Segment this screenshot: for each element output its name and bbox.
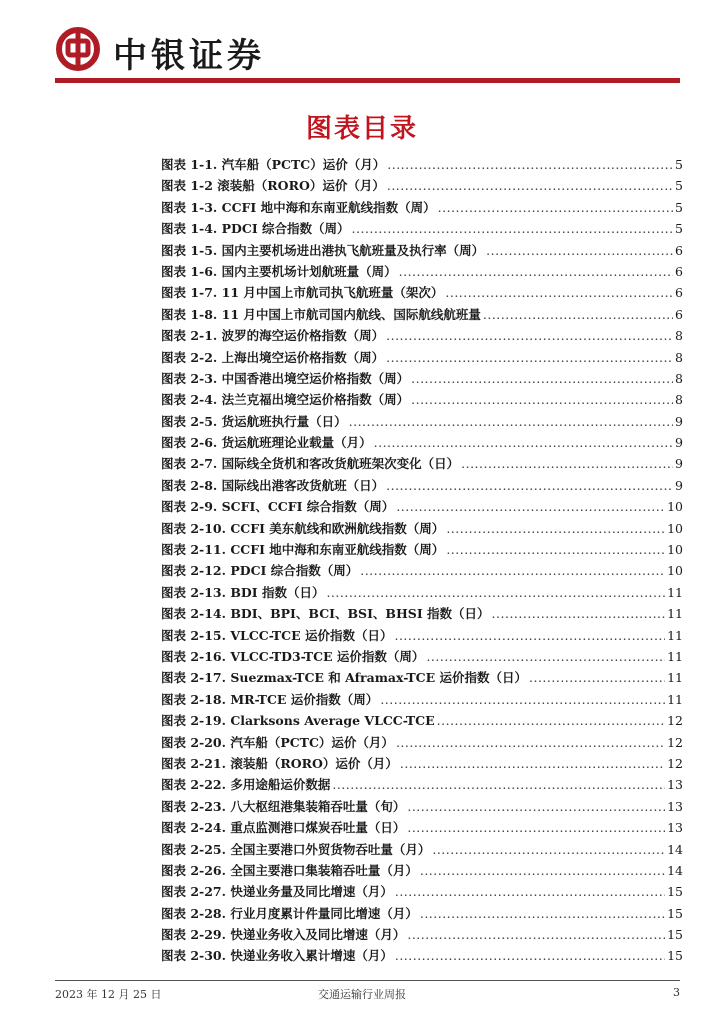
toc-entry[interactable] [161,647,683,668]
toc-entry[interactable] [161,711,683,732]
toc-entry-page: 5 [675,178,683,194]
toc-dot-leader [445,285,673,300]
toc-entry[interactable] [161,176,683,197]
toc-entry-label: 图表 2-29. 快递业务收入及同比增速（月） [161,927,406,943]
toc-entry-page: 10 [667,499,683,515]
toc-dot-leader [438,200,673,215]
toc-entry[interactable] [161,476,683,497]
toc-dot-leader [486,243,673,258]
toc-entry-page: 8 [675,370,683,386]
toc-entry[interactable] [161,155,683,176]
footer-page-number: 3 [673,986,680,999]
toc-entry-label: 图表 2-30. 快递业务收入累计增速（月） [161,948,393,964]
toc-entry-page: 9 [675,413,683,429]
toc-entry-page: 15 [667,884,683,900]
toc-entry-page: 12 [667,713,683,729]
toc-dot-leader [387,157,673,172]
toc-entry-page: 11 [667,648,683,664]
header-divider [55,78,680,83]
toc-dot-leader [399,264,673,279]
toc-entry-label: 图表 2-15. VLCC-TCE 运价指数（日） [161,627,393,643]
toc-entry-page: 11 [667,627,683,643]
toc-dot-leader [349,414,673,429]
toc-entry-page: 15 [667,948,683,964]
toc-entry-label: 图表 2-25. 全国主要港口外贸货物吞吐量（月） [161,841,431,857]
toc-dot-leader [396,735,665,750]
toc-entry-label: 图表 2-13. BDI 指数（日） [161,584,325,600]
toc-entry-page: 15 [667,905,683,921]
toc-entry-page: 13 [667,798,683,814]
toc-dot-leader [426,649,665,664]
toc-dot-leader [386,478,673,493]
toc-dot-leader [420,863,665,878]
toc-entry-page: 10 [667,563,683,579]
toc-entry-label: 图表 2-1. 波罗的海空运价格指数（周） [161,328,385,344]
toc-entry[interactable] [161,733,683,754]
toc-entry[interactable] [161,433,683,454]
header [55,22,680,82]
toc-entry-label: 图表 1-4. PDCI 综合指数（周） [161,221,350,237]
toc-entry[interactable] [161,861,683,882]
toc-entry-page: 5 [675,157,683,172]
toc-dot-leader [395,884,665,899]
toc-entry[interactable] [161,219,683,240]
toc-entry-label: 图表 2-16. VLCC-TD3-TCE 运价指数（周） [161,648,425,664]
toc-dot-leader [380,692,665,707]
toc-entry-label: 图表 2-6. 货运航班理论业载量（月） [161,435,372,451]
toc-entry-label: 图表 2-4. 法兰克福出境空运价格指数（周） [161,392,410,408]
toc-entry[interactable] [161,262,683,283]
toc-entry-page: 10 [667,542,683,558]
toc-entry-page: 6 [675,263,683,279]
toc-entry-label: 图表 2-18. MR-TCE 运价指数（周） [161,691,379,707]
toc-entry-page: 11 [667,670,683,686]
toc-entry-page: 15 [667,927,683,943]
toc-entry-label: 图表 2-8. 国际线出港客改货航班（日） [161,477,385,493]
toc-dot-leader [326,585,665,600]
toc-entry-page: 11 [667,606,683,622]
toc-entry-page: 11 [667,691,683,707]
toc-entry-page: 14 [667,841,683,857]
toc-entry[interactable] [161,604,683,625]
footer-date: 2023 年 12 月 25 日 [55,988,162,1001]
toc-entry-page: 12 [667,734,683,750]
toc-entry-label: 图表 2-28. 行业月度累计件量同比增速（月） [161,905,418,921]
toc-entry[interactable] [161,540,683,561]
toc-entry[interactable] [161,626,683,647]
footer-report-name: 交通运输行业周报 [318,988,406,1001]
toc-entry[interactable] [161,561,683,582]
toc-entry-label: 图表 2-26. 全国主要港口集装箱吞吐量（月） [161,862,418,878]
toc-entry-label: 图表 1-6. 国内主要机场计划航班量（周） [161,263,397,279]
bank-of-china-logo-icon [55,26,101,72]
toc-entry-label: 图表 2-27. 快递业务量及同比增速（月） [161,884,393,900]
toc-entry-page: 6 [675,306,683,322]
toc-entry-page: 12 [667,755,683,771]
toc-entry[interactable] [161,283,683,304]
toc-dot-leader [396,499,665,514]
toc-dot-leader [407,927,665,942]
toc-entry[interactable] [161,198,683,219]
toc-entry-page: 13 [667,777,683,793]
toc-entry-page: 5 [675,221,683,237]
toc-entry-label: 图表 1-1. 汽车船（PCTC）运价（月） [161,157,386,172]
toc-dot-leader [461,456,673,471]
toc-entry-label: 图表 2-17. Suezmax-TCE 和 Aframax-TCE 运价指数（日） [161,670,528,686]
toc-entry-label: 图表 2-5. 货运航班执行量（日） [161,413,347,429]
toc-entry-label: 图表 2-10. CCFI 美东航线和欧洲航线指数（周） [161,520,445,536]
toc-entry-page: 8 [675,392,683,408]
toc-entry-label: 图表 1-5. 国内主要机场进出港执飞航班量及执行率（周） [161,242,485,258]
toc-entry-page: 8 [675,328,683,344]
toc-entry[interactable] [161,840,683,861]
toc-entry[interactable] [161,326,683,347]
toc-entry-label: 图表 2-2. 上海出境空运价格指数（周） [161,349,385,365]
toc-entry[interactable] [161,583,683,604]
toc-entry[interactable] [161,348,683,369]
toc-entry-label: 图表 2-24. 重点监测港口煤炭吞吐量（日） [161,820,406,836]
toc-entry-page: 11 [667,584,683,600]
toc-dot-leader [387,178,673,193]
toc-entry-label: 图表 2-20. 汽车船（PCTC）运价（月） [161,734,394,750]
toc-entry[interactable] [161,818,683,839]
toc-entry-label: 图表 1-2 滚装船（RORO）运价（月） [161,178,385,194]
toc-entry-page: 14 [667,862,683,878]
toc-dot-leader [529,670,665,685]
toc-dot-leader [386,350,673,365]
toc-entry-page: 9 [675,456,683,472]
toc-dot-leader [483,307,673,322]
toc-entry-page: 9 [675,435,683,451]
toc-dot-leader [407,820,665,835]
toc-entry[interactable] [161,412,683,433]
toc-dot-leader [437,713,665,728]
toc-dot-leader [446,521,665,536]
toc-entry[interactable] [161,241,683,262]
toc-entry-page: 9 [675,477,683,493]
toc-dot-leader [420,906,665,921]
table-of-figures [161,155,683,968]
toc-entry[interactable] [161,390,683,411]
toc-entry-page: 5 [675,199,683,215]
toc-entry-label: 图表 2-14. BDI、BPI、BCI、BSI、BHSI 指数（日） [161,606,490,622]
toc-entry-label: 图表 2-11. CCFI 地中海和东南亚航线指数（周） [161,542,445,558]
toc-entry-label: 图表 1-3. CCFI 地中海和东南亚航线指数（周） [161,199,436,215]
toc-dot-leader [394,628,665,643]
toc-entry[interactable] [161,904,683,925]
toc-entry[interactable] [161,925,683,946]
toc-entry-label: 图表 2-9. SCFI、CCFI 综合指数（周） [161,499,395,515]
toc-entry[interactable] [161,797,683,818]
toc-dot-leader [332,777,665,792]
toc-entry[interactable] [161,497,683,518]
toc-dot-leader [407,799,665,814]
toc-entry-label: 图表 2-7. 国际线全货机和客改货航班架次变化（日） [161,456,460,472]
toc-entry[interactable] [161,369,683,390]
toc-entry-label: 图表 2-22. 多用途船运价数据 [161,777,331,793]
toc-entry[interactable] [161,454,683,475]
toc-entry[interactable] [161,775,683,796]
toc-entry-page: 10 [667,520,683,536]
toc-entry-page: 8 [675,349,683,365]
toc-dot-leader [411,392,673,407]
toc-entry-label: 图表 2-3. 中国香港出境空运价格指数（周） [161,370,410,386]
toc-dot-leader [400,756,665,771]
toc-dot-leader [432,842,665,857]
toc-entry-label: 图表 1-7. 11 月中国上市航司执飞航班量（架次） [161,285,444,301]
toc-entry-label: 图表 2-23. 八大枢纽港集装箱吞吐量（旬） [161,798,406,814]
page-title: 图表目录 [305,114,418,144]
toc-dot-leader [352,221,674,236]
toc-entry[interactable] [161,754,683,775]
footer-divider [55,980,680,981]
toc-dot-leader [374,435,673,450]
toc-entry[interactable] [161,882,683,903]
toc-entry-label: 图表 1-8. 11 月中国上市航司国内航线、国际航线航班量 [161,306,481,322]
toc-entry[interactable] [161,305,683,326]
toc-dot-leader [492,606,666,621]
toc-entry-label: 图表 2-19. Clarksons Average VLCC-TCE [161,713,435,729]
toc-dot-leader [360,563,665,578]
toc-dot-leader [395,948,665,963]
toc-entry[interactable] [161,668,683,689]
toc-dot-leader [446,542,665,557]
brand-name: 中银证券 [113,36,265,76]
toc-entry[interactable] [161,946,683,967]
toc-dot-leader [411,371,673,386]
toc-entry-page: 6 [675,285,683,301]
toc-dot-leader [386,328,673,343]
toc-entry[interactable] [161,519,683,540]
toc-entry[interactable] [161,690,683,711]
toc-entry-page: 6 [675,242,683,258]
toc-entry-label: 图表 2-12. PDCI 综合指数（周） [161,563,359,579]
toc-entry-page: 13 [667,820,683,836]
toc-entry-label: 图表 2-21. 滚装船（RORO）运价（月） [161,755,398,771]
